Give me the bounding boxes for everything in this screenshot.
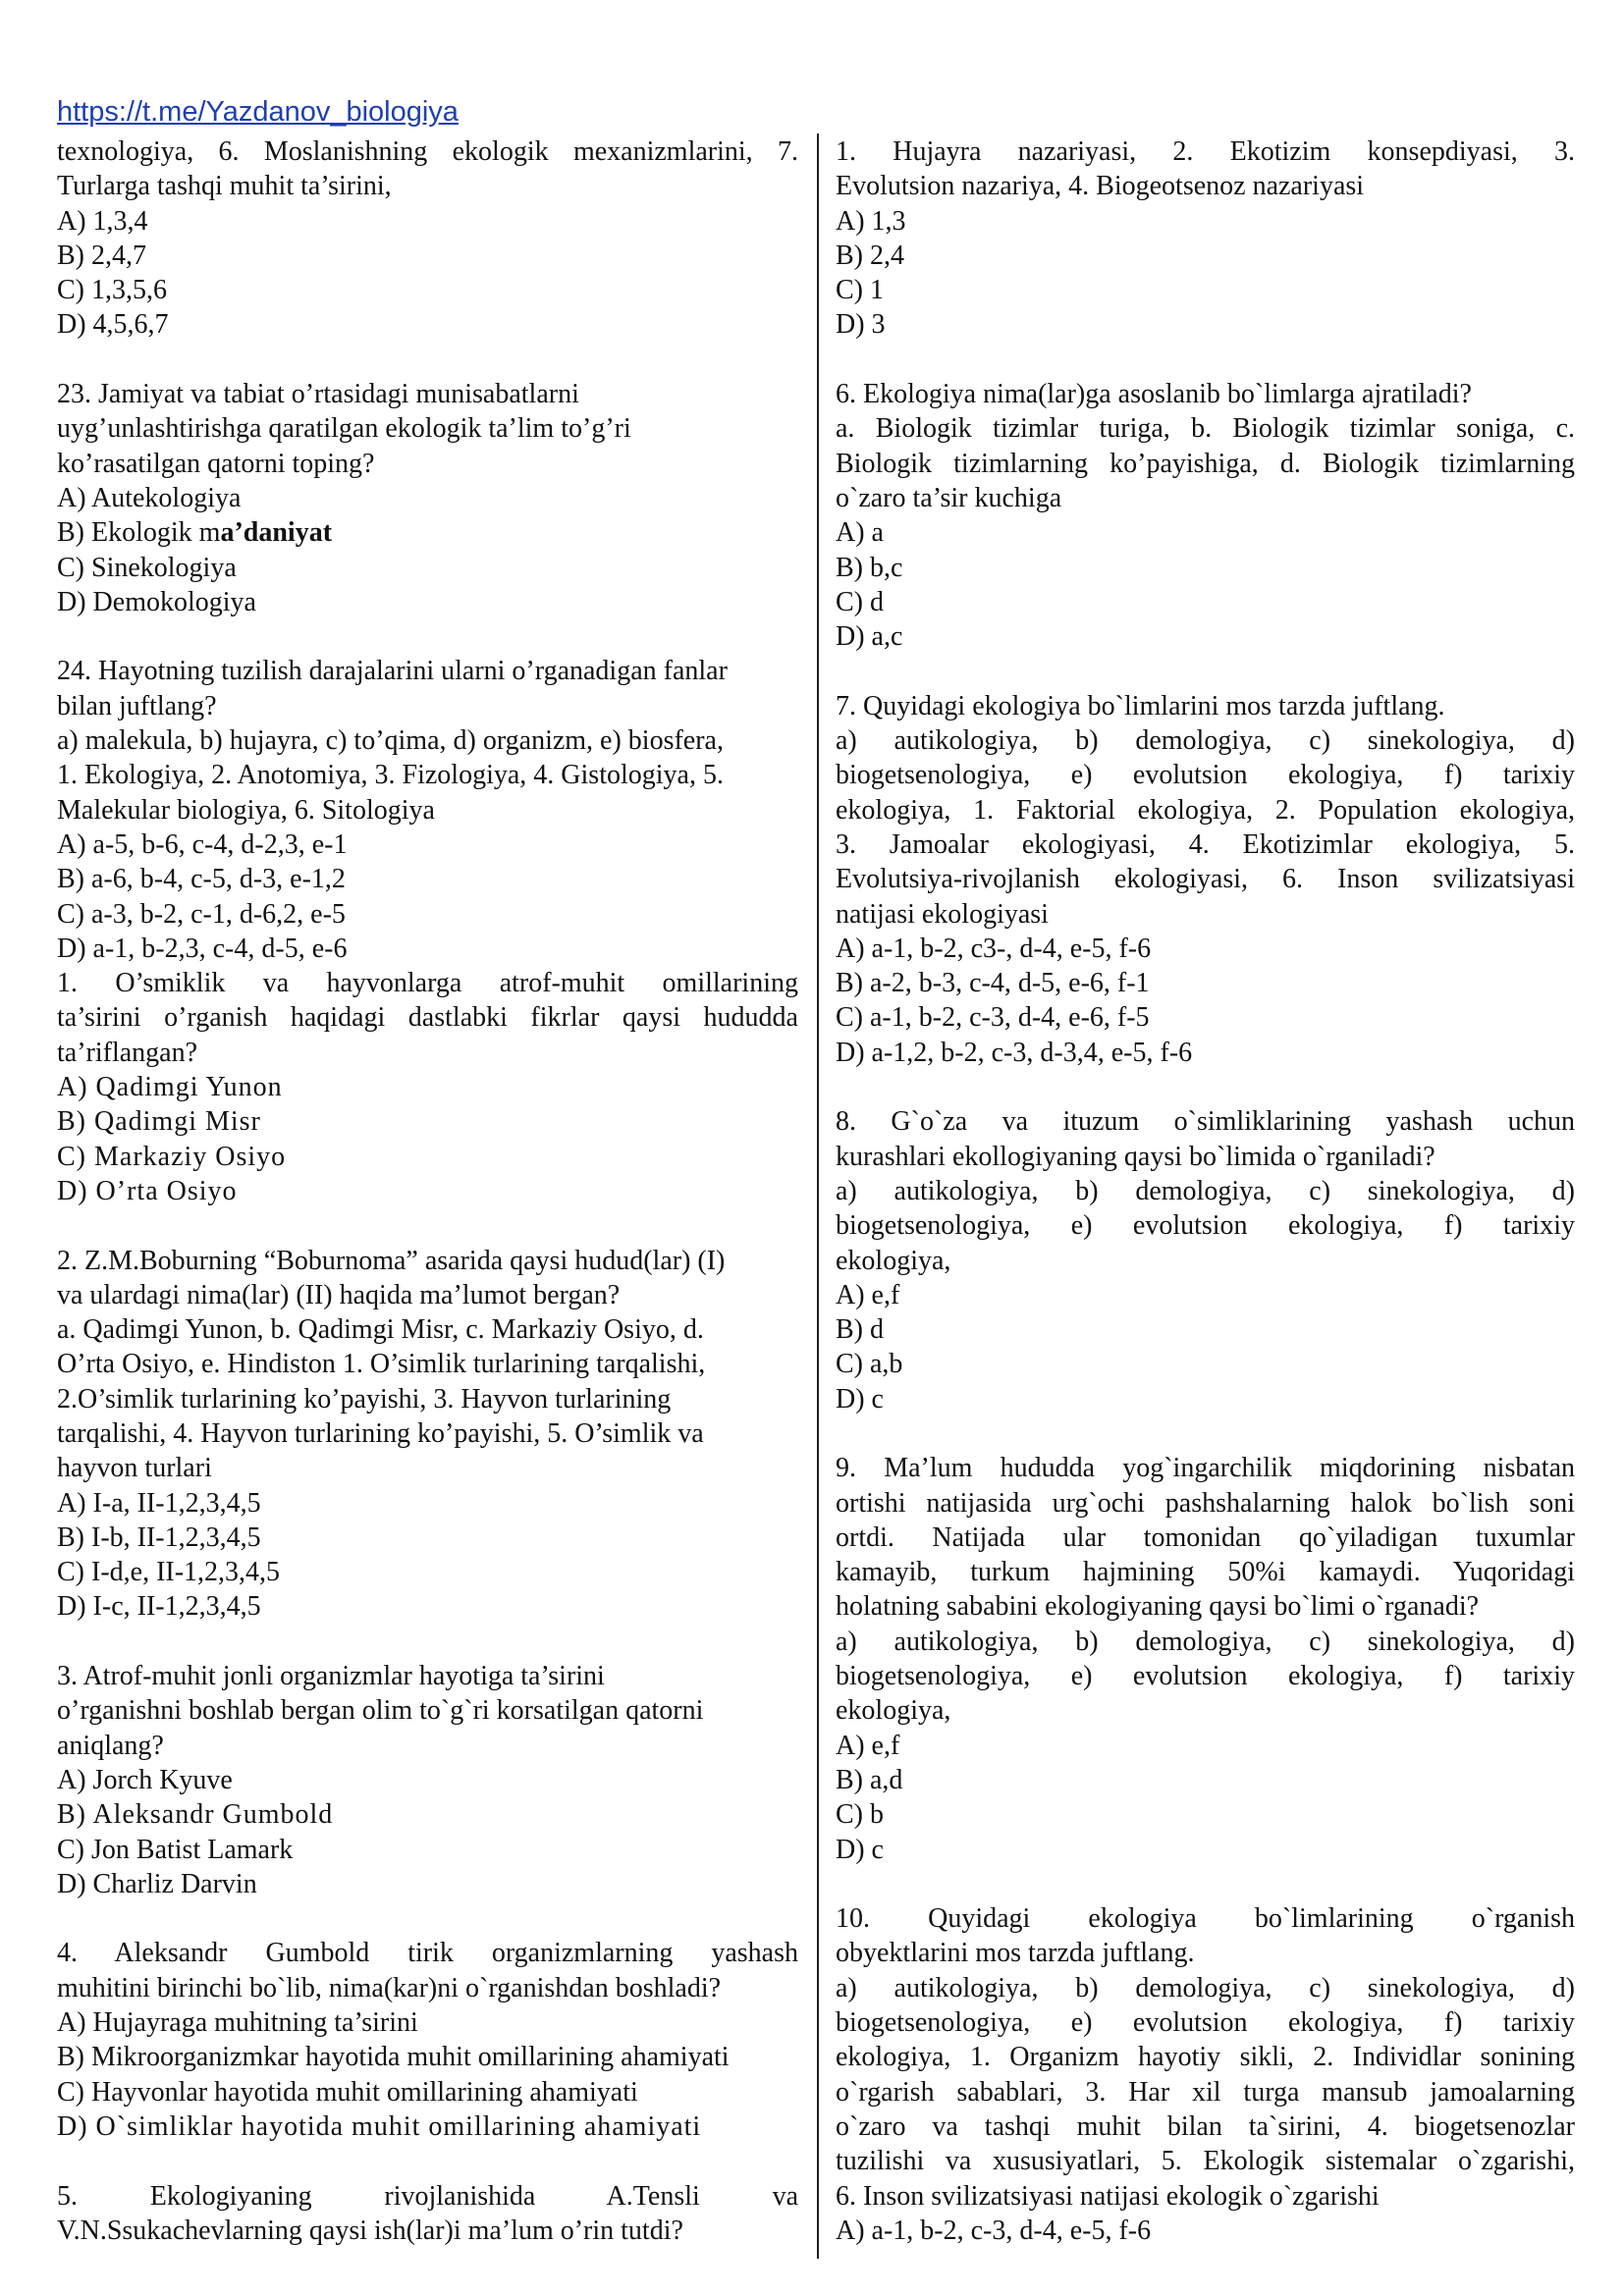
text-line: D) Demokologiya [57,586,256,617]
text-line: ortdi. Natijada ular tomonidan qo`yiladigan tuxumlar [836,1522,1575,1553]
text-line: 3. Jamoalar ekologiyasi, 4. Ekotizimlar ekologiya, 5. [836,828,1575,860]
text-line: kurashlari ekollogiyaning qaysi bo`limida o`rganiladi? [836,1141,1435,1172]
text-line: 10. Quyidagi ekologiya bo`limlarining o`rganish [836,1903,1575,1935]
text-line: 6. Ekologiya nima(lar)ga asoslanib bo`limlarga ajratiladi? [836,379,1472,410]
text-line: ta’sirini o’rganish haqidagi dastlabki fikrlar qaysi hududda [57,1002,798,1034]
text-line: A) I-a, II-1,2,3,4,5 [57,1487,261,1519]
text-line: D) c [836,1834,884,1865]
text-line: ta’riflangan? [57,1037,198,1068]
text-line: ekologiya, [836,1245,951,1276]
text-line: B) a-6, b-4, c-5, d-3, e-1,2 [57,864,346,895]
text-line: D) 3 [836,309,886,341]
line-spacer [836,654,1575,688]
right-column [836,134,1575,2248]
line-spacer [836,1416,1575,1451]
text-line: 23. Jamiyat va tabiat o’rtasidagi munisabatlarni [57,379,579,410]
text-line: A) e,f [836,1730,900,1761]
text-line: C) d [836,586,884,617]
text-line: O’rta Osiyo, e. Hindiston 1. O’simlik turlarining tarqalishi, [57,1349,706,1380]
text-line: Evolutsion nazariya, 4. Biogeotsenoz nazariyasi [836,171,1365,202]
text-line: o`zaro ta’sir kuchiga [836,482,1062,513]
text-line: biogetsenologiya, e) evolutsion ekologiya, f) tarixiy [836,760,1575,791]
text-line: B) Qadimgi Misr [57,1106,261,1138]
text-line: B) d [836,1314,884,1346]
text-line: A) Autekologiya [57,482,242,513]
text-line: obyektlarini mos tarzda juftlang. [836,1938,1195,1969]
left-column [57,134,798,2248]
text-line: texnologiya, 6. Moslanishning ekologik mexanizmlarini, 7. [57,136,798,167]
text-line: A) a-5, b-6, c-4, d-2,3, e-1 [57,828,348,860]
text-line: o’rganishni boshlab bergan olim to`g`ri korsatilgan qatorni [57,1695,704,1727]
text-line: D) Charliz Darvin [57,1868,257,1899]
text-line: D) O’rta Osiyo [57,1175,238,1206]
text-line: 24. Hayotning tuzilish darajalarini ularni o’rganadigan fanlar [57,656,728,687]
text-line: ekologiya, 1. Faktorial ekologiya, 2. Population ekologiya, [836,794,1575,826]
text-line: ortishi natijasida urg`ochi pashshalarning halok bo`lish soni [836,1487,1575,1519]
text-line: B) b,c [836,552,903,583]
text-line: 1. Hujayra nazariyasi, 2. Ekotizim konsepdiyasi, 3. [836,136,1575,167]
text-line: 3. Atrof-muhit jonli organizmlar hayotiga ta’sirini [57,1661,605,1692]
line-spacer [836,1070,1575,1104]
text-line: D) O`simliklar hayotida muhit omillarining ahamiyati [57,2110,702,2142]
text-line: D) a-1,2, b-2, c-3, d-3,4, e-5, f-6 [836,1037,1193,1068]
text-line: ekologiya, [836,1695,951,1727]
text-line: tuzilishi va xususiyatlari, 5. Ekologik sistemalar o`zgarishi, [836,2146,1575,2177]
text-line: holatning sababini ekologiyaning qaysi bo`limi o`rganadi? [836,1591,1480,1623]
text-line: biogetsenologiya, e) evolutsion ekologiya, f) tarixiy [836,1661,1575,1692]
text-line: C) a-3, b-2, c-1, d-6,2, e-5 [57,898,346,930]
text-line: C) 1,3,5,6 [57,275,167,306]
text-line: A) 1,3,4 [57,205,148,237]
text-line: C) 1 [836,275,884,306]
text-line: D) a,c [836,621,903,653]
text-line: A) e,f [836,1279,900,1310]
text-line: A) a-1, b-2, c-3, d-4, e-5, f-6 [836,2215,1152,2246]
text-line: a. Biologik tizimlar turiga, b. Biologik tizimlar soniga, c. [836,413,1575,445]
text-line: 5. Ekologiyaning rivojlanishida A.Tensli va [57,2180,798,2212]
text-line: Malekular biologiya, 6. Sitologiya [57,794,435,826]
text-line: B) Mikroorganizmkar hayotida muhit omillarining ahamiyati [57,2042,730,2073]
line-spacer [836,1867,1575,1901]
text-line: ko’rasatilgan qatorni toping? [57,448,375,479]
text-line: C) Sinekologiya [57,552,237,583]
line-spacer [57,1625,798,1659]
text-line: B) a,d [836,1764,903,1795]
text-line: A) 1,3 [836,205,906,237]
text-line: biogetsenologiya, e) evolutsion ekologiya, f) tarixiy [836,2007,1575,2039]
text-line: C) a,b [836,1349,903,1380]
text-line: kamayib, turkum hajmining 50%i kamaydi. Yuqoridagi [836,1557,1575,1588]
line-spacer [836,343,1575,377]
text-line: uyg’unlashtirishga qaratilgan ekologik ta’lim to’g’ri [57,413,631,445]
text-line: A) Hujayraga muhitning ta’sirini [57,2007,418,2039]
text-line: o`rgarish sabablari, 3. Har xil turga mansub jamoalarning [836,2076,1575,2108]
text-line: a. Qadimgi Yunon, b. Qadimgi Misr, c. Markaziy Osiyo, d. [57,1314,704,1346]
text-line: A) a [836,517,884,549]
text-line: B) 2,4 [836,240,904,271]
text-line: B) I-b, II-1,2,3,4,5 [57,1522,261,1553]
text-line: B) Ekologik ma’daniyat [57,517,333,549]
text-line: 2. Z.M.Boburning “Boburnoma” asarida qaysi hudud(lar) (I) [57,1245,726,1276]
text-line: o`zaro va tashqi muhit bilan ta`sirini, 4. biogetsenozlar [836,2110,1575,2142]
text-line: 6. Inson svilizatsiyasi natijasi ekologik o`zgarishi [836,2180,1380,2212]
text-line: a) malekula, b) hujayra, c) to’qima, d) organizm, e) biosfera, [57,725,724,757]
text-line: a) autikologiya, b) demologiya, c) sinekologiya, d) [836,1175,1575,1206]
telegram-link[interactable]: https://t.me/Yazdanov_biologiya [57,96,459,128]
column-divider [817,133,819,2259]
text-line: muhitini birinchi bo`lib, nima(kar)ni o`rganishdan boshladi? [57,1972,722,2003]
text-line: D) a-1, b-2,3, c-4, d-5, e-6 [57,933,348,964]
text-line: bilan juftlang? [57,690,217,721]
text-line: 8. G`o`za va ituzum o`simliklarining yashash uchun [836,1106,1575,1138]
text-line: C) I-d,e, II-1,2,3,4,5 [57,1557,281,1588]
text-line: a) autikologiya, b) demologiya, c) sinekologiya, d) [836,1626,1575,1657]
text-line: Turlarga tashqi muhit ta’sirini, [57,171,392,202]
text-line: tarqalishi, 4. Hayvon turlarining ko’payishi, 5. O’simlik va [57,1417,704,1449]
text-line: A) Jorch Kyuve [57,1764,233,1795]
text-line: 7. Quyidagi ekologiya bo`limlarini mos tarzda juftlang. [836,690,1445,721]
text-line: 1. Ekologiya, 2. Anotomiya, 3. Fizologiya, 4. Gistologiya, 5. [57,760,724,791]
text-line: hayvon turlari [57,1453,212,1484]
text-line: biogetsenologiya, e) evolutsion ekologiya, f) tarixiy [836,1210,1575,1242]
line-spacer [57,1901,798,1936]
text-line: D) I-c, II-1,2,3,4,5 [57,1591,261,1623]
bold-text: a’daniyat [220,517,333,549]
text-line: C) Hayvonlar hayotida muhit omillarining ahamiyati [57,2076,638,2108]
text-line: D) c [836,1383,884,1415]
text-line: natijasi ekologiyasi [836,898,1049,930]
text-line: 2.O’simlik turlarining ko’payishi, 3. Hayvon turlarining [57,1383,672,1415]
text-line: A) Qadimgi Yunon [57,1072,283,1103]
text-line: C) Jon Batist Lamark [57,1834,294,1865]
text-line: B) 2,4,7 [57,240,146,271]
text-line: B) a-2, b-3, c-4, d-5, e-6, f-1 [836,968,1150,999]
text-line: ekologiya, 1. Organizm hayotiy sikli, 2. Individlar sonining [836,2042,1575,2073]
text-line: C) Markaziy Osiyo [57,1141,287,1172]
text-line: Biologik tizimlarning ko’payishiga, d. Biologik tizimlarning [836,448,1575,479]
text-line: Evolutsiya-rivojlanish ekologiyasi, 6. Inson svilizatsiyasi [836,864,1575,895]
text-line: D) 4,5,6,7 [57,309,169,341]
text-line: a) autikologiya, b) demologiya, c) sinekologiya, d) [836,725,1575,757]
line-spacer [57,1208,798,1243]
text-line: C) b [836,1799,884,1831]
text-line: 1. O’smiklik va hayvonlarga atrof-muhit omillarining [57,968,798,999]
line-spacer [57,619,798,654]
text-line: va ulardagi nima(lar) (II) haqida ma’lumot bergan? [57,1279,621,1310]
text-line: V.N.Ssukachevlarning qaysi ish(lar)i ma’lum o’rin tutdi? [57,2215,683,2246]
text-line: C) a-1, b-2, c-3, d-4, e-6, f-5 [836,1002,1150,1034]
text-line: 9. Ma’lum hududda yog`ingarchilik miqdorining nisbatan [836,1453,1575,1484]
line-spacer [57,2144,798,2178]
text-line: aniqlang? [57,1730,164,1761]
text-line: B) Aleksandr Gumbold [57,1799,334,1831]
text-line: 4. Aleksandr Gumbold tirik organizmlarning yashash [57,1938,798,1969]
text-line: A) a-1, b-2, c3-, d-4, e-5, f-6 [836,933,1152,964]
line-spacer [57,343,798,377]
text-line: a) autikologiya, b) demologiya, c) sinekologiya, d) [836,1972,1575,2003]
